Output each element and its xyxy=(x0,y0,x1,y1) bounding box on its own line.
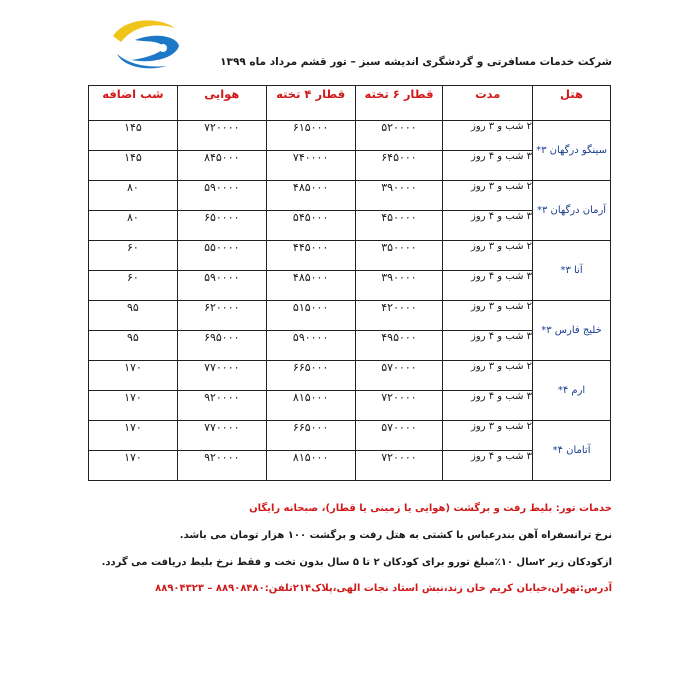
air-price: ۶۹۵۰۰۰ xyxy=(177,331,266,361)
air-price: ۵۵۰۰۰۰ xyxy=(177,241,266,271)
page-title: شرکت خدمات مسافرتی و گردشگری اندیشه سبز – تور قشم مرداد ماه ۱۳۹۹ xyxy=(220,56,612,68)
extra-night-price: ۱۷۰ xyxy=(89,451,178,481)
extra-night-price: ۸۰ xyxy=(89,181,178,211)
col-header-extra-night: شب اضافه xyxy=(89,86,178,121)
train6-price: ۷۲۰۰۰۰ xyxy=(355,391,443,421)
extra-night-price: ۱۴۵ xyxy=(89,121,178,151)
tour-price-table xyxy=(88,85,611,481)
air-price: ۵۹۰۰۰۰ xyxy=(177,271,266,301)
address-line: آدرس:تهران،خیابان کریم خان زند،نبش استاد نجات الهی،پلاک۲۱۴تلفن:۸۸۹۰۸۴۸۰ – ۸۸۹۰۴۳۲۳ xyxy=(155,583,612,594)
air-price: ۵۹۰۰۰۰ xyxy=(177,181,266,211)
train4-price: ۸۱۵۰۰۰ xyxy=(266,391,355,421)
hotel-name: سینگو درگهان ۳* xyxy=(533,121,611,181)
extra-night-price: ۹۵ xyxy=(89,301,178,331)
table-row xyxy=(89,361,611,391)
tour-services-note: خدمات تور: بلیط رفت و برگشت (هوایی یا زمینی یا قطار)، صبحانه رایگان xyxy=(249,503,612,514)
table-header-row xyxy=(89,86,611,121)
train6-price: ۴۵۰۰۰۰ xyxy=(355,211,443,241)
train6-price: ۴۲۰۰۰۰ xyxy=(355,301,443,331)
air-price: ۸۴۵۰۰۰ xyxy=(177,151,266,181)
table-row xyxy=(89,121,611,151)
duration-cell: ۳ شب و ۴ روز xyxy=(443,331,533,361)
col-header-hotel: هتل xyxy=(533,86,611,121)
extra-night-price: ۶۰ xyxy=(89,241,178,271)
duration-cell: ۳ شب و ۴ روز xyxy=(443,211,533,241)
train6-price: ۳۵۰۰۰۰ xyxy=(355,241,443,271)
air-price: ۶۲۰۰۰۰ xyxy=(177,301,266,331)
duration-cell: ۲ شب و ۳ روز xyxy=(443,421,533,451)
children-note: ازکودکان زیر ۲سال ۱۰٪مبلغ تورو برای کودکان ۲ تا ۵ سال بدون تخت و فقط نرخ بلیط دریافت می گردد. xyxy=(101,557,612,568)
hotel-name: خلیج فارس ۳* xyxy=(533,301,611,361)
hotel-name: ارم ۴* xyxy=(533,361,611,421)
duration-cell: ۳ شب و ۴ روز xyxy=(443,151,533,181)
logo-dot xyxy=(159,44,167,52)
extra-night-price: ۱۷۰ xyxy=(89,391,178,421)
air-price: ۶۵۰۰۰۰ xyxy=(177,211,266,241)
duration-cell: ۳ شب و ۴ روز xyxy=(443,271,533,301)
train4-price: ۵۱۵۰۰۰ xyxy=(266,301,355,331)
train4-price: ۶۶۵۰۰۰ xyxy=(266,361,355,391)
duration-cell: ۲ شب و ۳ روز xyxy=(443,121,533,151)
train6-price: ۵۲۰۰۰۰ xyxy=(355,121,443,151)
train4-price: ۴۸۵۰۰۰ xyxy=(266,271,355,301)
train4-price: ۴۴۵۰۰۰ xyxy=(266,241,355,271)
extra-night-price: ۶۰ xyxy=(89,271,178,301)
table-row xyxy=(89,241,611,271)
train6-price: ۴۹۵۰۰۰ xyxy=(355,331,443,361)
train6-price: ۷۲۰۰۰۰ xyxy=(355,451,443,481)
extra-night-price: ۱۷۰ xyxy=(89,421,178,451)
hotel-name: آرمان درگهان ۳* xyxy=(533,181,611,241)
table-row xyxy=(89,421,611,451)
duration-cell: ۳ شب و ۴ روز xyxy=(443,451,533,481)
hotel-name: آتامان ۴* xyxy=(533,421,611,481)
col-header-train6: قطار ۶ تخته xyxy=(355,86,443,121)
table-row xyxy=(89,271,611,301)
extra-night-price: ۱۷۰ xyxy=(89,361,178,391)
train6-price: ۳۹۰۰۰۰ xyxy=(355,181,443,211)
duration-cell: ۲ شب و ۳ روز xyxy=(443,361,533,391)
table-row xyxy=(89,181,611,211)
train4-price: ۷۴۰۰۰۰ xyxy=(266,151,355,181)
train6-price: ۶۴۵۰۰۰ xyxy=(355,151,443,181)
extra-night-price: ۱۴۵ xyxy=(89,151,178,181)
duration-cell: ۲ شب و ۳ روز xyxy=(443,301,533,331)
col-header-duration: مدت xyxy=(443,86,533,121)
duration-cell: ۲ شب و ۳ روز xyxy=(443,181,533,211)
air-price: ۹۲۰۰۰۰ xyxy=(177,451,266,481)
train4-price: ۶۱۵۰۰۰ xyxy=(266,121,355,151)
table-row xyxy=(89,391,611,421)
col-header-air: هوایی xyxy=(177,86,266,121)
train4-price: ۸۱۵۰۰۰ xyxy=(266,451,355,481)
train4-price: ۴۸۵۰۰۰ xyxy=(266,181,355,211)
table-row xyxy=(89,451,611,481)
table-row xyxy=(89,151,611,181)
transfer-note: نرخ ترانسفراه آهن بندرعباس با کشتی به هتل رفت و برگشت ۱۰۰ هزار تومان می باشد. xyxy=(179,530,612,541)
col-header-train4: قطار ۴ تخته xyxy=(266,86,355,121)
train6-price: ۳۹۰۰۰۰ xyxy=(355,271,443,301)
air-price: ۷۲۰۰۰۰ xyxy=(177,121,266,151)
train6-price: ۵۷۰۰۰۰ xyxy=(355,421,443,451)
table-row xyxy=(89,301,611,331)
duration-cell: ۳ شب و ۴ روز xyxy=(443,391,533,421)
extra-night-price: ۹۵ xyxy=(89,331,178,361)
air-price: ۷۷۰۰۰۰ xyxy=(177,421,266,451)
train4-price: ۶۶۵۰۰۰ xyxy=(266,421,355,451)
table-row xyxy=(89,211,611,241)
table-row xyxy=(89,331,611,361)
train4-price: ۵۹۰۰۰۰ xyxy=(266,331,355,361)
hotel-name: آنا ۳* xyxy=(533,241,611,301)
air-price: ۹۲۰۰۰۰ xyxy=(177,391,266,421)
air-price: ۷۷۰۰۰۰ xyxy=(177,361,266,391)
extra-night-price: ۸۰ xyxy=(89,211,178,241)
train4-price: ۵۴۵۰۰۰ xyxy=(266,211,355,241)
duration-cell: ۲ شب و ۳ روز xyxy=(443,241,533,271)
train6-price: ۵۷۰۰۰۰ xyxy=(355,361,443,391)
